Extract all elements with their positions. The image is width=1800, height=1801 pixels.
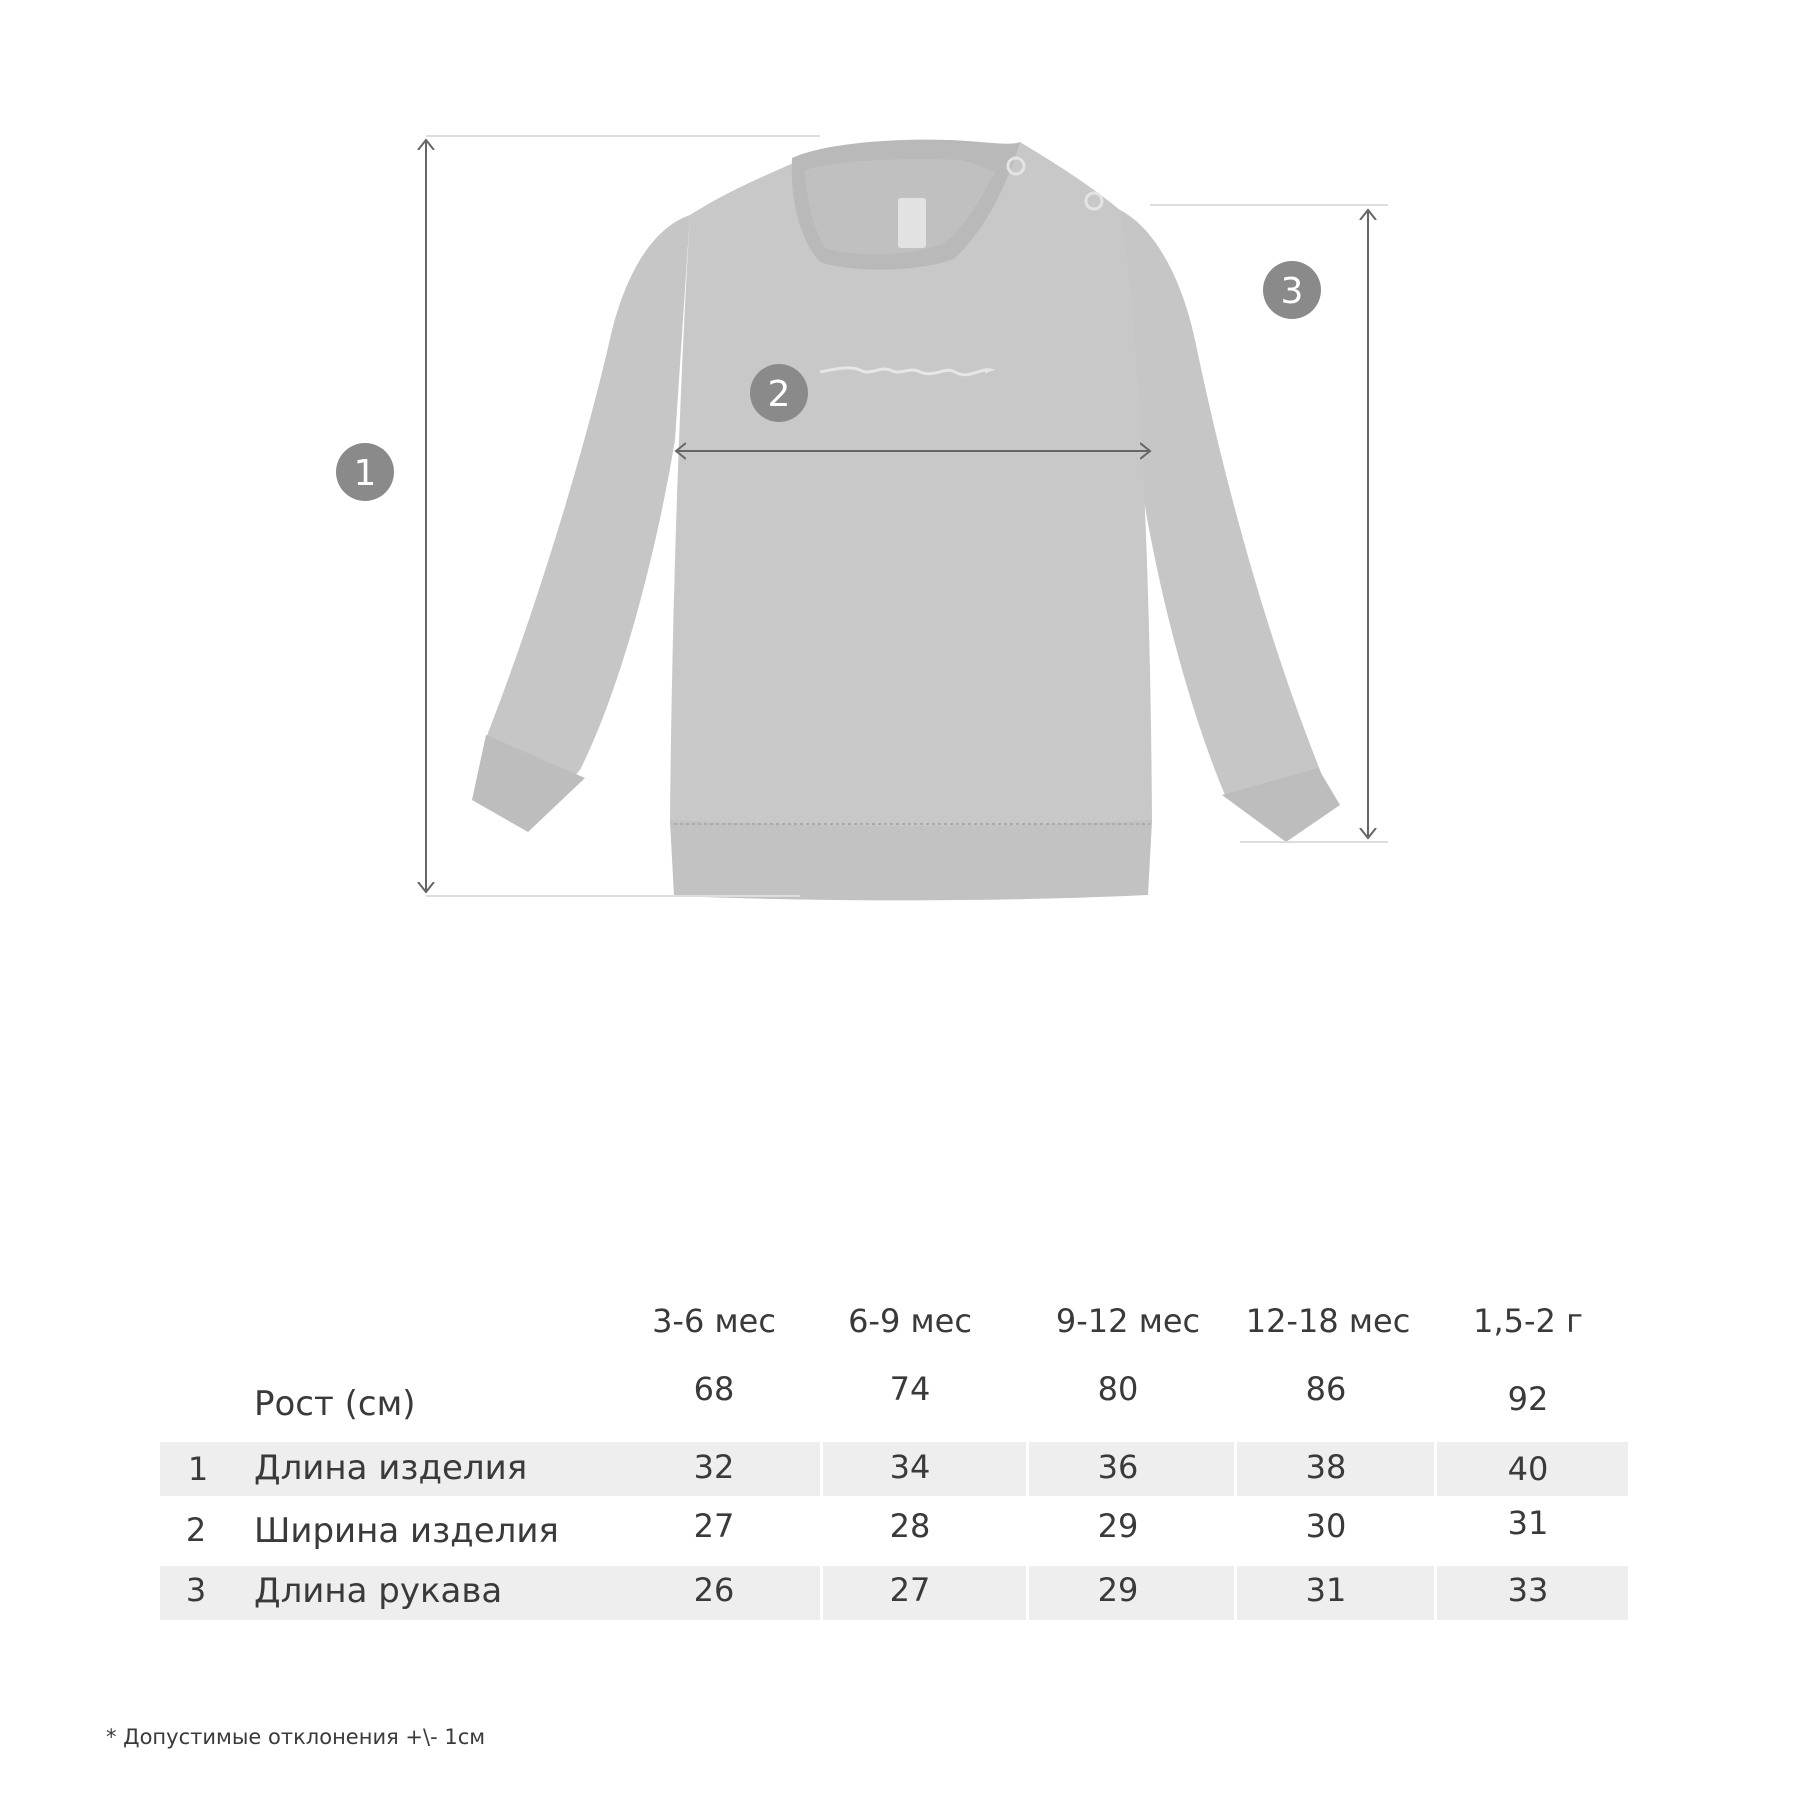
width-value: 29 [1097, 1507, 1139, 1545]
svg-text:1: 1 [353, 453, 377, 494]
tolerance-footnote: * Допустимые отклонения +\- 1см [106, 1725, 486, 1749]
width-value: 28 [889, 1507, 931, 1545]
column-header-1-5-2: 1,5-2 г [1473, 1302, 1583, 1340]
length-value: 40 [1507, 1450, 1549, 1488]
width-value: 30 [1305, 1507, 1347, 1545]
width-value: 31 [1507, 1504, 1549, 1542]
sleeve-value: 31 [1305, 1571, 1347, 1609]
height-value: 74 [889, 1370, 931, 1408]
row-number-2: 2 [185, 1511, 207, 1549]
sleeve-value: 27 [889, 1571, 931, 1609]
row-label-sleeve: Длина рукава [254, 1571, 503, 1611]
row-label-length: Длина изделия [254, 1448, 528, 1488]
height-value: 68 [693, 1370, 735, 1408]
height-value: 92 [1507, 1380, 1549, 1418]
length-value: 36 [1097, 1448, 1139, 1486]
column-header-3-6: 3-6 мес [652, 1302, 776, 1340]
height-value: 80 [1097, 1370, 1139, 1408]
sleeve-value: 29 [1097, 1571, 1139, 1609]
height-value: 86 [1305, 1370, 1347, 1408]
svg-text:2: 2 [767, 374, 791, 415]
sleeve-value: 33 [1507, 1571, 1549, 1609]
length-value: 32 [693, 1448, 735, 1486]
svg-text:3: 3 [1280, 271, 1304, 312]
column-header-6-9: 6-9 мес [848, 1302, 972, 1340]
length-value: 34 [889, 1448, 931, 1486]
column-header-9-12: 9-12 мес [1055, 1302, 1201, 1340]
width-value: 27 [693, 1507, 735, 1545]
row-label-width: Ширина изделия [254, 1511, 559, 1551]
column-header-12-18: 12-18 мес [1245, 1302, 1411, 1340]
row-number-1: 1 [187, 1450, 209, 1488]
row-number-3: 3 [185, 1571, 207, 1609]
row-label-height: Рост (см) [254, 1384, 416, 1424]
length-value: 38 [1305, 1448, 1347, 1486]
sleeve-value: 26 [693, 1571, 735, 1609]
